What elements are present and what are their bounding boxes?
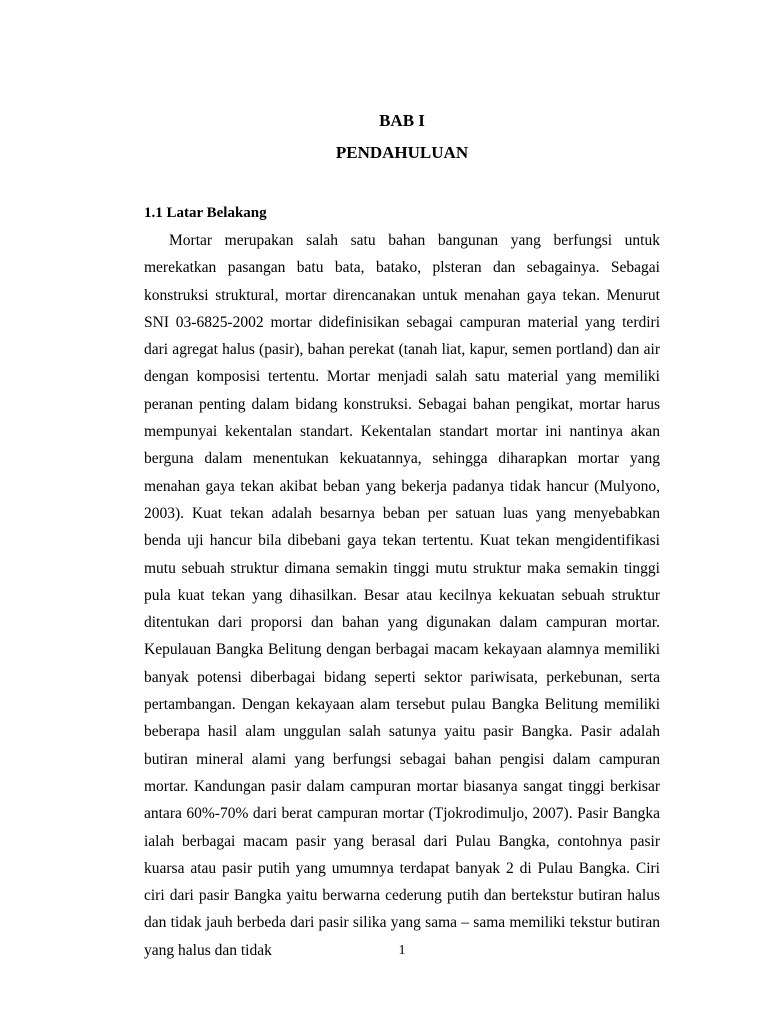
body-paragraph: Mortar merupakan salah satu bahan bangunan yang berfungsi untuk merekatkan pasangan batu bata, batako, plsteran dan sebagainya. Sebagai konstruksi struktural, mortar direncanakan untuk menahan gaya tekan. Menurut SNI 03-6825-2002 mortar didefinisikan sebagai campuran material yang terdiri dari agregat halus (pasir), bahan perekat (tanah liat, kapur, semen portland) dan air dengan komposisi tertentu. Mortar menjadi salah satu material yang memiliki peranan penting dalam bidang konstruksi. Sebagai bahan pengikat, mortar harus mempunyai kekentalan standart. Kekentalan standart mortar ini nantinya akan berguna dalam menentukan kekuatannya, sehingga diharapkan mortar yang menahan gaya tekan akibat beban yang bekerja padanya tidak hancur (Mulyono, 2003). Kuat tekan adalah besarnya beban per satuan luas yang menyebabkan benda uji hancur bila dibebani gaya tekan tertentu. Kuat tekan mengidentifikasi mutu sebuah struktur dimana semakin tinggi mutu struktur maka semakin tinggi pula kuat tekan yang dihasilkan. Besar atau kecilnya kekuatan sebuah struktur ditentukan dari proporsi dan bahan yang digunakan dalam campuran mortar. Kepulauan Bangka Belitung dengan berbagai macam kekayaan alamnya memiliki banyak potensi diberbagai bidang seperti sektor pariwisata, perkebunan, serta pertambangan. Dengan kekayaan alam tersebut pulau Bangka Belitung memiliki beberapa hasil alam unggulan salah satunya yaitu pasir Bangka. Pasir adalah butiran mineral alami yang berfungsi sebagai bahan pengisi dalam campuran mortar. Kandungan pasir dalam campuran mortar biasanya sangat tinggi berkisar antara 60%-70% dari berat campuran mortar (Tjokrodimuljo, 2007). Pasir Bangka ialah berbagai macam pasir yang berasal dari Pulau Bangka, contohnya pasir kuarsa atau pasir putih yang umumnya terdapat banyak 2 di Pulau Bangka. Ciri ciri dari pasir Bangka yaitu berwarna cederung putih dan bertekstur butiran halus dan tidak jauh berbeda dari pasir silika yang sama – sama memiliki tekstur butiran yang halus dan tidak (144, 232, 660, 959)
chapter-number: BAB I (379, 111, 425, 130)
chapter-title: PENDAHULUAN (335, 143, 469, 162)
page-number: 1 (398, 943, 406, 958)
section-heading: 1.1 Latar Belakang (144, 205, 267, 221)
